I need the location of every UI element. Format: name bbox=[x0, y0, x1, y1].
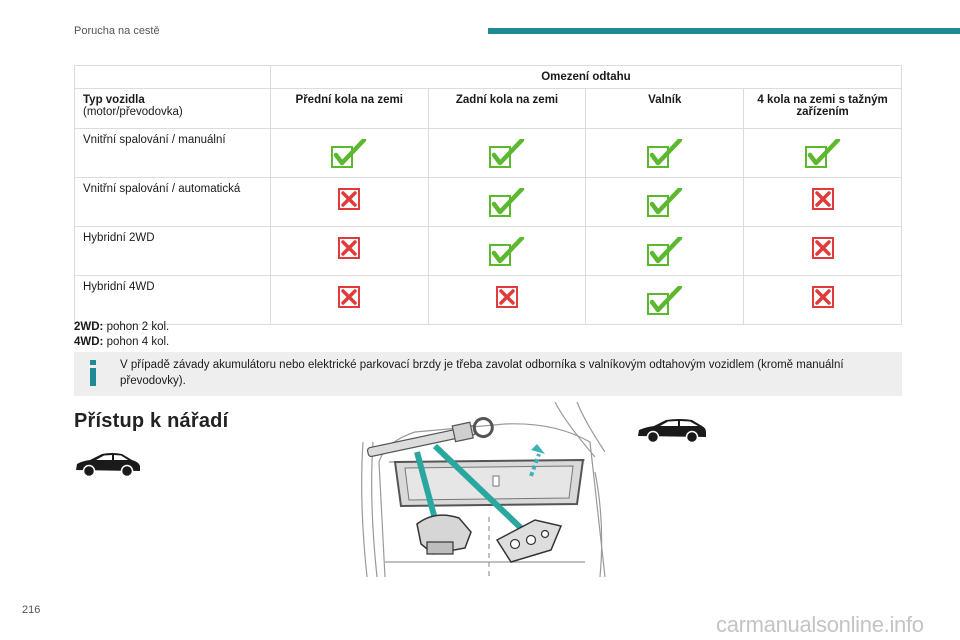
check-icon bbox=[647, 258, 683, 270]
section-title: Přístup k nářadí bbox=[74, 410, 229, 432]
check-icon bbox=[647, 160, 683, 172]
column-header-front: Přední kola na zemi bbox=[270, 89, 428, 129]
column-header-four-wheels: 4 kola na zemi s tažným zařízením bbox=[744, 89, 902, 129]
cell-four-wheels bbox=[744, 276, 902, 325]
table-row bbox=[75, 178, 902, 227]
info-text: V případě závady akumulátoru nebo elektrické parkovací brzdy je třeba zavolat odborníka s valníkovým odtahovým vozidlem (kromě manuální převodovky). bbox=[120, 359, 844, 387]
check-icon bbox=[489, 209, 525, 221]
cross-icon bbox=[338, 299, 360, 311]
row-label: Vnitřní spalování / manuální bbox=[75, 129, 271, 178]
cell-flatbed bbox=[586, 178, 744, 227]
section-header: Porucha na cestě bbox=[74, 25, 160, 37]
cell-four-wheels bbox=[744, 227, 902, 276]
page-number: 216 bbox=[22, 604, 41, 616]
cross-icon bbox=[812, 299, 834, 311]
cell-front bbox=[270, 178, 428, 227]
table-row bbox=[75, 276, 902, 325]
cell-rear bbox=[428, 178, 586, 227]
cell-front bbox=[270, 227, 428, 276]
row-label: Vnitřní spalování / automatická bbox=[75, 178, 271, 227]
note-text: pohon 2 kol. bbox=[103, 321, 170, 333]
cell-rear bbox=[428, 276, 586, 325]
table-corner bbox=[75, 66, 271, 89]
cross-icon bbox=[338, 201, 360, 213]
note-4wd bbox=[74, 335, 169, 350]
header-accent-bar bbox=[488, 28, 960, 34]
cross-icon bbox=[338, 250, 360, 262]
check-icon bbox=[489, 258, 525, 270]
note-term: 2WD: bbox=[74, 321, 104, 333]
check-icon bbox=[489, 160, 525, 172]
note-term: 4WD: bbox=[74, 336, 104, 348]
trunk-tools-illustration bbox=[355, 402, 617, 580]
note-2wd bbox=[74, 320, 169, 335]
check-icon bbox=[331, 160, 367, 172]
cell-flatbed bbox=[586, 129, 744, 178]
table-row bbox=[75, 227, 902, 276]
cross-icon bbox=[496, 299, 518, 311]
watermark: carmanualsonline.info bbox=[716, 612, 924, 637]
cell-front bbox=[270, 276, 428, 325]
vehicle-type-title: Typ vozidla bbox=[83, 94, 145, 106]
cell-four-wheels bbox=[744, 129, 902, 178]
drive-notes bbox=[74, 320, 169, 350]
check-icon bbox=[805, 160, 841, 172]
check-icon bbox=[647, 307, 683, 319]
info-box bbox=[74, 352, 902, 396]
table-row bbox=[75, 129, 902, 178]
towing-limits-header: Omezení odtahu bbox=[270, 66, 901, 89]
hatchback-car-icon bbox=[74, 450, 142, 483]
vehicle-type-subtitle: (motor/převodovka) bbox=[83, 106, 183, 118]
vehicle-type-header bbox=[75, 89, 271, 129]
cell-flatbed bbox=[586, 227, 744, 276]
column-header-rear: Zadní kola na zemi bbox=[428, 89, 586, 129]
cell-flatbed bbox=[586, 276, 744, 325]
cross-icon bbox=[812, 250, 834, 262]
row-label: Hybridní 4WD bbox=[75, 276, 271, 325]
info-icon bbox=[87, 360, 99, 391]
cell-front bbox=[270, 129, 428, 178]
column-header-flatbed: Valník bbox=[586, 89, 744, 129]
towing-table bbox=[74, 65, 902, 325]
suv-car-icon bbox=[636, 418, 708, 449]
row-label: Hybridní 2WD bbox=[75, 227, 271, 276]
note-text: pohon 4 kol. bbox=[103, 336, 170, 348]
cell-rear bbox=[428, 227, 586, 276]
check-icon bbox=[647, 209, 683, 221]
cell-four-wheels bbox=[744, 178, 902, 227]
cross-icon bbox=[812, 201, 834, 213]
cell-rear bbox=[428, 129, 586, 178]
